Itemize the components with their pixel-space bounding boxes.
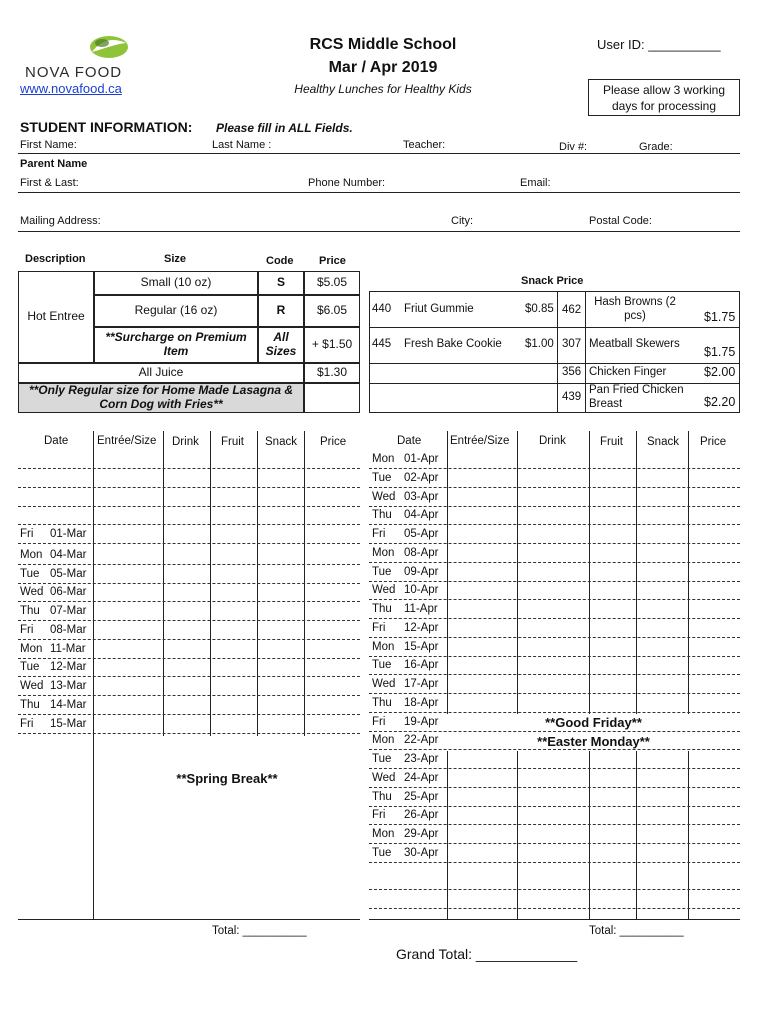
processing-notice: Please allow 3 working days for processing (588, 79, 740, 116)
table-row[interactable] (369, 674, 740, 675)
table-row[interactable] (18, 564, 360, 565)
row-day: Tue (20, 567, 40, 580)
row-day: Tue (372, 565, 392, 578)
table-row[interactable] (369, 599, 740, 600)
table-row[interactable] (18, 506, 360, 507)
row-day: Fri (372, 715, 386, 728)
table-row[interactable] (18, 676, 360, 677)
row-date: 29-Apr (404, 828, 439, 840)
row-day: Tue (372, 471, 392, 484)
row-date: 01-Apr (404, 453, 439, 465)
table-row[interactable] (369, 787, 740, 788)
row-day: Mon (372, 546, 395, 559)
row-date: 30-Apr (404, 846, 439, 859)
row-day: Wed (372, 490, 396, 503)
row-date: 09-Apr (404, 565, 439, 578)
table-row[interactable] (369, 562, 740, 563)
grade-field[interactable]: Grade: (639, 141, 673, 153)
table-row[interactable] (369, 806, 740, 807)
table-row[interactable] (18, 695, 360, 696)
april-header-entree: Entrée/Size (450, 435, 510, 447)
juice-label: All Juice (18, 363, 304, 383)
row-date: 07-Mar (50, 605, 87, 617)
snack-code: 356 (562, 366, 582, 378)
row-day: Thu (20, 698, 40, 711)
row-date: 19-Apr (404, 715, 439, 728)
tagline: Healthy Lunches for Healthy Kids (294, 82, 472, 96)
spring-break-note: **Spring Break** (176, 771, 278, 786)
code-regular: R (258, 295, 304, 327)
table-row[interactable] (369, 581, 740, 582)
row-date: 11-Mar (50, 642, 86, 655)
row-date: 03-Apr (404, 490, 439, 503)
table-row[interactable] (18, 714, 360, 715)
row-day: Tue (20, 661, 40, 674)
march-header-entree: Entrée/Size (97, 435, 157, 447)
size-surcharge: **Surcharge on Premium Item (94, 327, 258, 363)
first-name-field[interactable]: First Name: (20, 139, 77, 151)
table-row[interactable] (369, 862, 740, 863)
table-row[interactable] (369, 731, 740, 732)
march-header-date: Date (44, 435, 69, 447)
website-link[interactable]: www.novafood.ca (20, 81, 122, 96)
row-date: 08-Apr (404, 546, 439, 559)
row-date: 16-Apr (404, 659, 439, 672)
parent-first-last-field[interactable]: First & Last: (20, 177, 79, 189)
table-row[interactable] (18, 583, 360, 584)
phone-field[interactable]: Phone Number: (308, 177, 386, 189)
good-friday-note: **Good Friday** (545, 715, 642, 730)
table-row[interactable] (369, 543, 740, 544)
snack-code: 307 (562, 338, 582, 350)
note-price-cell (304, 383, 360, 413)
row-date: 13-Mar (50, 680, 87, 692)
table-row[interactable] (18, 543, 360, 544)
snack-name: Fresh Bake Cookie (404, 338, 502, 350)
april-total-field[interactable]: Total: __________ (589, 925, 684, 937)
row-date: 05-Mar (50, 567, 87, 580)
table-row[interactable] (369, 908, 740, 909)
row-date: 04-Apr (404, 509, 439, 522)
email-field[interactable]: Email: (520, 177, 551, 189)
price-regular: $6.05 (304, 295, 360, 327)
size-small: Small (10 oz) (94, 271, 258, 295)
snack-price: $1.75 (704, 345, 736, 359)
school-name: RCS Middle School (309, 36, 457, 53)
row-day: Wed (20, 586, 44, 599)
table-row[interactable] (18, 487, 360, 488)
row-date: 02-Apr (404, 471, 439, 484)
march-header-price: Price (320, 436, 347, 448)
last-name-field[interactable]: Last Name : (212, 139, 272, 151)
april-header-date: Date (397, 435, 422, 447)
row-date: 11-Apr (404, 603, 438, 615)
row-day: Fri (20, 623, 34, 636)
table-row[interactable] (369, 468, 740, 469)
table-row[interactable] (369, 524, 740, 525)
row-date: 17-Apr (404, 678, 439, 690)
row-day: Wed (372, 584, 396, 597)
menu-header-description: Description (25, 253, 86, 265)
menu-header-size: Size (164, 253, 187, 265)
snack-name: Friut Gummie (404, 303, 474, 315)
march-total-field[interactable]: Total: __________ (212, 925, 307, 937)
snack-price: $0.85 (525, 303, 554, 315)
row-day: Tue (372, 753, 392, 765)
table-row[interactable] (18, 733, 360, 734)
period: Mar / Apr 2019 (328, 59, 438, 76)
table-row[interactable] (369, 843, 740, 844)
row-day: Wed (372, 678, 396, 690)
snack-name: Hash Browns (2 pcs) (594, 296, 676, 322)
row-day: Thu (372, 603, 392, 615)
table-row[interactable] (18, 620, 360, 621)
easter-monday-note: **Easter Monday** (537, 734, 650, 749)
row-day: Fri (20, 717, 34, 730)
row-date: 22-Apr (404, 734, 439, 747)
snack-code: 439 (562, 391, 582, 403)
snack-price: $2.20 (704, 395, 736, 409)
row-date: 26-Apr (404, 809, 439, 822)
div-field[interactable]: Div #: (559, 141, 588, 153)
row-date: 01-Mar (50, 528, 87, 540)
price-small: $5.05 (304, 271, 360, 295)
row-day: Mon (20, 642, 43, 655)
snack-price: $1.00 (525, 338, 554, 350)
row-date: 05-Apr (404, 528, 439, 540)
table-row[interactable] (369, 712, 740, 713)
row-day: Mon (372, 453, 395, 465)
mailing-address-field[interactable]: Mailing Address: (20, 215, 101, 227)
march-header-fruit: Fruit (221, 436, 244, 448)
snack-name: Chicken Finger (589, 366, 667, 378)
price-surcharge: + $1.50 (304, 327, 360, 363)
march-header-snack: Snack (265, 436, 297, 448)
table-row[interactable] (369, 768, 740, 769)
table-row[interactable] (18, 524, 360, 525)
table-row[interactable] (18, 601, 360, 602)
table-row[interactable] (369, 824, 740, 825)
city-field[interactable]: City: (451, 215, 473, 227)
snack-code: 445 (372, 338, 392, 350)
row-day: Wed (20, 680, 44, 692)
table-row[interactable] (369, 656, 740, 657)
row-day: Tue (372, 659, 392, 672)
table-row[interactable] (369, 749, 740, 750)
row-day: Fri (372, 528, 386, 540)
table-row[interactable] (369, 693, 740, 694)
snack-price: $1.75 (704, 310, 736, 324)
april-header-snack: Snack (647, 436, 679, 448)
row-date: 15-Mar (50, 717, 87, 730)
row-date: 25-Apr (404, 790, 439, 803)
row-date: 18-Apr (404, 696, 439, 709)
row-date: 12-Apr (404, 621, 439, 634)
row-date: 10-Apr (404, 584, 439, 597)
row-day: Mon (20, 548, 43, 561)
grand-total-field[interactable]: Grand Total: _____________ (396, 946, 578, 962)
row-day: Thu (372, 790, 392, 803)
teacher-field[interactable]: Teacher: (403, 139, 446, 151)
row-date: 15-Apr (404, 640, 439, 653)
row-day: Thu (372, 696, 392, 709)
row-day: Fri (372, 621, 386, 634)
row-day: Thu (372, 509, 392, 522)
row-date: 06-Mar (50, 586, 87, 599)
nova-food-logo-icon (88, 34, 130, 60)
row-date: 04-Mar (50, 548, 87, 561)
table-row[interactable] (18, 658, 360, 659)
row-day: Tue (372, 846, 392, 859)
row-day: Mon (372, 640, 395, 653)
menu-header-code: Code (266, 255, 294, 267)
snack-name: Pan Fried Chicken Breast (589, 384, 684, 410)
table-row[interactable] (369, 637, 740, 638)
student-info-heading: STUDENT INFORMATION: (20, 119, 193, 135)
row-date: 24-Apr (404, 771, 439, 784)
row-day: Wed (372, 771, 396, 784)
code-all-sizes: All Sizes (258, 327, 304, 363)
snack-code: 462 (562, 304, 582, 316)
logo-name: NOVA FOOD (25, 64, 123, 81)
snack-price-title: Snack Price (521, 275, 584, 287)
row-date: 08-Mar (50, 623, 87, 636)
april-header-price: Price (700, 436, 727, 448)
juice-price: $1.30 (304, 363, 360, 383)
snack-name: Meatball Skewers (589, 338, 680, 350)
table-row[interactable] (369, 889, 740, 890)
regular-size-note: **Only Regular size for Home Made Lasagna & Corn Dog with Fries** (18, 383, 304, 413)
parent-name-heading: Parent Name (20, 158, 88, 170)
march-header-drink: Drink (172, 436, 199, 448)
hot-entree-label: Hot Entree (18, 271, 94, 363)
row-day: Fri (20, 528, 34, 540)
table-row[interactable] (18, 468, 360, 469)
user-id-field[interactable]: User ID: __________ (597, 37, 721, 52)
snack-code: 440 (372, 303, 392, 315)
row-day: Thu (20, 605, 40, 617)
table-row[interactable] (369, 487, 740, 488)
row-day: Mon (372, 828, 395, 840)
size-regular: Regular (16 oz) (94, 295, 258, 327)
row-date: 14-Mar (50, 698, 87, 711)
table-row[interactable] (369, 618, 740, 619)
row-date: 12-Mar (50, 661, 87, 674)
code-small: S (258, 271, 304, 295)
postal-code-field[interactable]: Postal Code: (589, 215, 652, 227)
april-header-drink: Drink (539, 435, 566, 447)
april-header-fruit: Fruit (600, 436, 623, 448)
table-row[interactable] (18, 639, 360, 640)
menu-header-price: Price (319, 255, 346, 267)
row-day: Mon (372, 734, 395, 747)
student-info-instruction: Please fill in ALL Fields. (216, 121, 353, 135)
table-row[interactable] (369, 506, 740, 507)
row-day: Fri (372, 809, 386, 822)
row-date: 23-Apr (404, 753, 439, 765)
snack-price: $2.00 (704, 365, 736, 379)
